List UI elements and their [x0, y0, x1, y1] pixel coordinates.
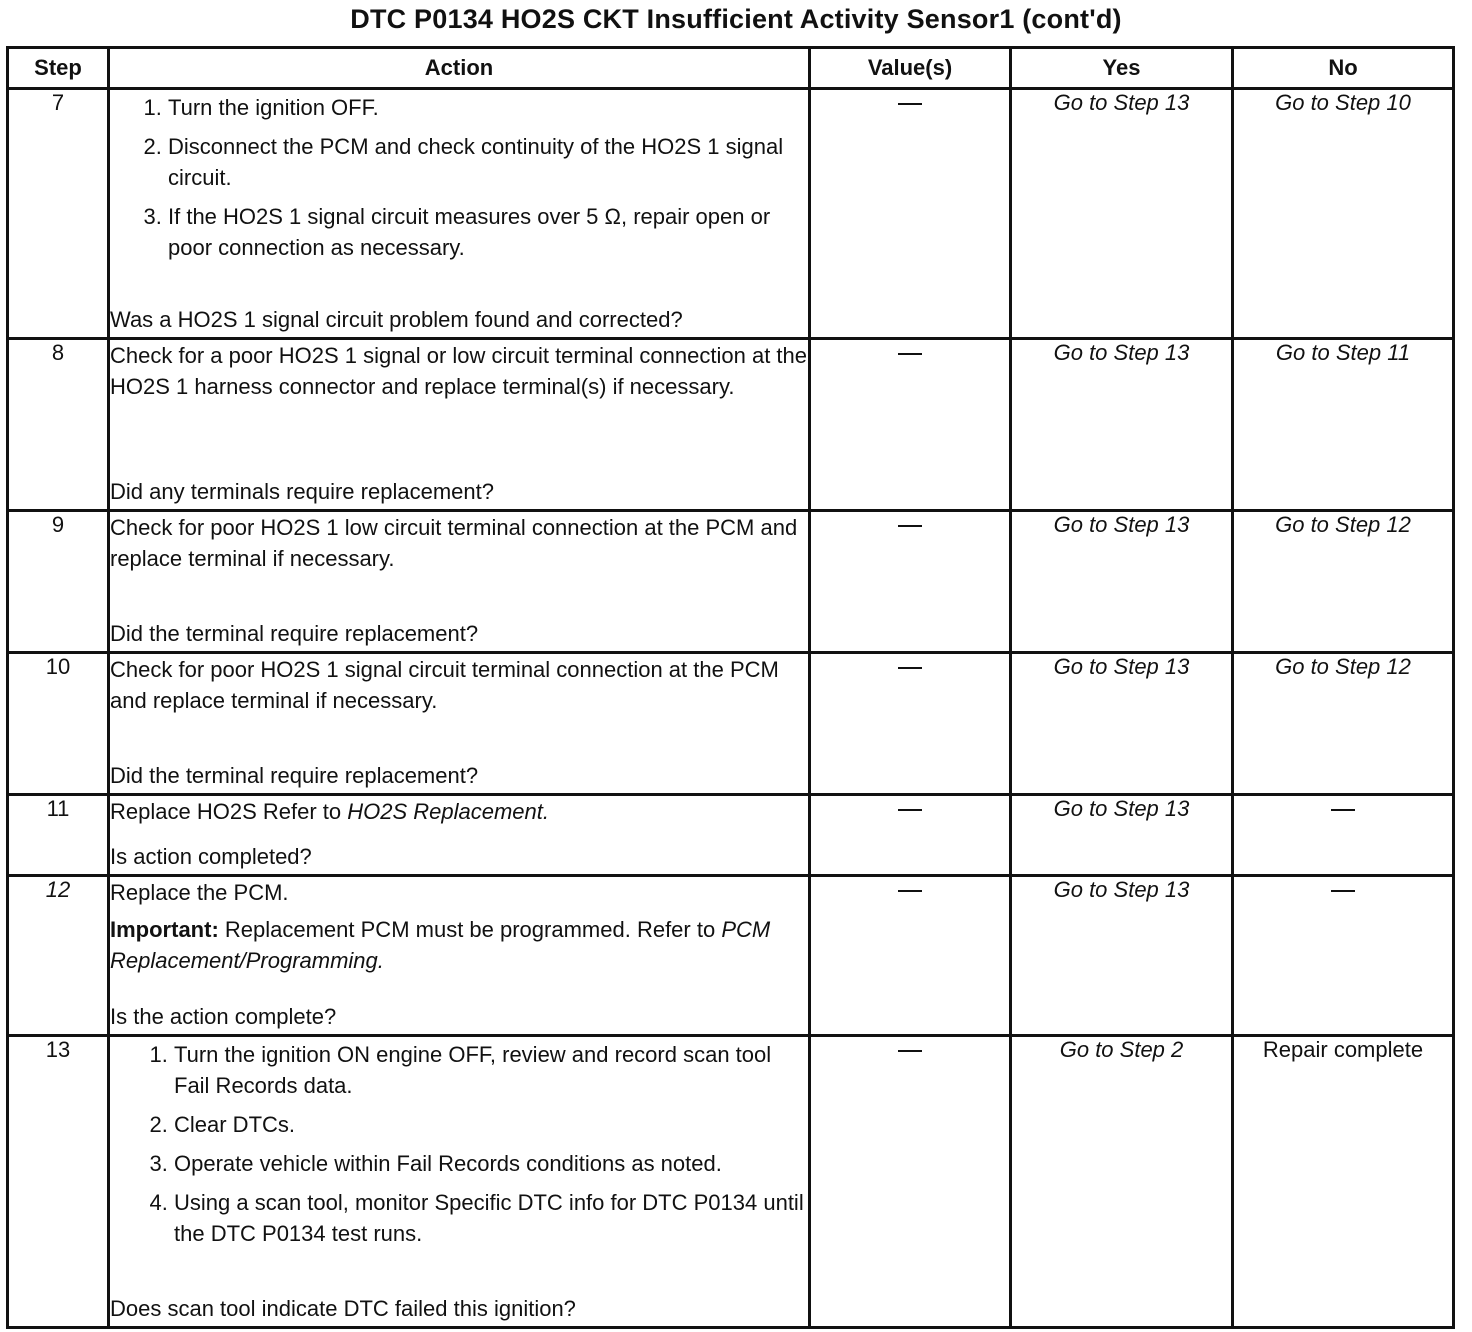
table-row-step-10	[8, 653, 1454, 795]
action-text: Replace the PCM.	[110, 880, 289, 905]
important-note: Important: Replacement PCM must be programmed. Refer to PCM Replacement/Programming.	[110, 917, 771, 973]
dash-mark	[898, 103, 922, 105]
table-row-step-12	[8, 876, 1454, 1036]
table-row-step-11	[8, 795, 1454, 876]
action-text: Check for poor HO2S 1 signal circuit terminal connection at the PCM and replace terminal if necessary.	[110, 657, 779, 713]
step-number: 7	[8, 89, 109, 339]
dash-mark	[898, 890, 922, 892]
step-number: 8	[8, 339, 109, 511]
yes-result: Go to Step 13	[1011, 89, 1233, 339]
action-cell	[109, 795, 810, 876]
action-question: Was a HO2S 1 signal circuit problem found and corrected?	[110, 307, 683, 332]
step-number: 10	[8, 653, 109, 795]
value-cell	[810, 653, 1011, 795]
action-cell	[109, 339, 810, 511]
step-number: 9	[8, 511, 109, 653]
dash-mark	[898, 809, 922, 811]
yes-result: Go to Step 13	[1011, 795, 1233, 876]
yes-result: Go to Step 2	[1011, 1036, 1233, 1328]
important-label: Important:	[110, 917, 219, 942]
yes-result: Go to Step 13	[1011, 511, 1233, 653]
no-result: Go to Step 12	[1233, 653, 1454, 795]
header-no: No	[1233, 48, 1454, 89]
step-number: 11	[8, 795, 109, 876]
dash-mark	[1331, 809, 1355, 811]
dash-mark	[898, 1050, 922, 1052]
table-row-step-9	[8, 511, 1454, 653]
value-cell	[810, 511, 1011, 653]
yes-result: Go to Step 13	[1011, 653, 1233, 795]
table-row-step-13	[8, 1036, 1454, 1328]
action-question: Did the terminal require replacement?	[110, 763, 479, 788]
diagnostic-table	[6, 46, 1455, 1329]
list-item: 3. Operate vehicle within Fail Records conditions as noted.	[174, 1148, 808, 1179]
no-result	[1233, 795, 1454, 876]
action-cell	[109, 876, 810, 1036]
action-text: Check for poor HO2S 1 low circuit terminal connection at the PCM and replace terminal if necessary.	[110, 515, 798, 571]
dash-mark	[1331, 890, 1355, 892]
action-cell	[109, 511, 810, 653]
step-number: 12	[8, 876, 109, 1036]
step-number: 13	[8, 1036, 109, 1328]
action-question: Did the terminal require replacement?	[110, 621, 479, 646]
list-item: 2. Disconnect the PCM and check continuity of the HO2S 1 signal circuit.	[168, 131, 808, 193]
dash-mark	[898, 667, 922, 669]
value-cell	[810, 876, 1011, 1036]
action-text: Replace HO2S Refer to HO2S Replacement.	[110, 799, 549, 824]
action-question: Did any terminals require replacement?	[110, 479, 494, 504]
no-result	[1233, 876, 1454, 1036]
value-cell	[810, 89, 1011, 339]
no-result: Go to Step 11	[1233, 339, 1454, 511]
action-steps	[110, 1039, 808, 1249]
reference-link: PCM Replacement/Programming.	[110, 917, 771, 973]
list-item: 1. Turn the ignition OFF.	[168, 92, 808, 123]
header-action: Action	[109, 48, 810, 89]
action-text: Check for a poor HO2S 1 signal or low circuit terminal connection at the HO2S 1 harness connector and replace terminal(s) if necessary.	[110, 343, 807, 399]
list-item: 1. Turn the ignition ON engine OFF, review and record scan tool Fail Records data.	[174, 1039, 808, 1101]
action-question: Is action completed?	[110, 844, 312, 869]
action-steps	[110, 92, 808, 263]
reference-link: HO2S Replacement.	[347, 799, 549, 824]
action-cell	[109, 1036, 810, 1328]
dash-mark	[898, 353, 922, 355]
table-row-step-7	[8, 89, 1454, 339]
list-item: 3. If the HO2S 1 signal circuit measures over 5 Ω, repair open or poor connection as necessary.	[168, 201, 808, 263]
yes-result: Go to Step 13	[1011, 876, 1233, 1036]
dash-mark	[898, 525, 922, 527]
action-cell	[109, 89, 810, 339]
header-yes: Yes	[1011, 48, 1233, 89]
page-title: DTC P0134 HO2S CKT Insufficient Activity Sensor1 (cont'd)	[350, 4, 1122, 34]
action-cell	[109, 653, 810, 795]
header-row	[8, 48, 1454, 89]
value-cell	[810, 339, 1011, 511]
list-item: 2. Clear DTCs.	[174, 1109, 808, 1140]
header-step: Step	[8, 48, 109, 89]
no-result: Go to Step 10	[1233, 89, 1454, 339]
yes-result: Go to Step 13	[1011, 339, 1233, 511]
value-cell	[810, 795, 1011, 876]
action-question: Does scan tool indicate DTC failed this ignition?	[110, 1296, 576, 1321]
no-result: Go to Step 12	[1233, 511, 1454, 653]
table-row-step-8	[8, 339, 1454, 511]
action-question: Is the action complete?	[110, 1004, 337, 1029]
no-result: Repair complete	[1233, 1036, 1454, 1328]
list-item: 4. Using a scan tool, monitor Specific DTC info for DTC P0134 until the DTC P0134 test runs.	[174, 1187, 808, 1249]
header-values: Value(s)	[810, 48, 1011, 89]
value-cell	[810, 1036, 1011, 1328]
